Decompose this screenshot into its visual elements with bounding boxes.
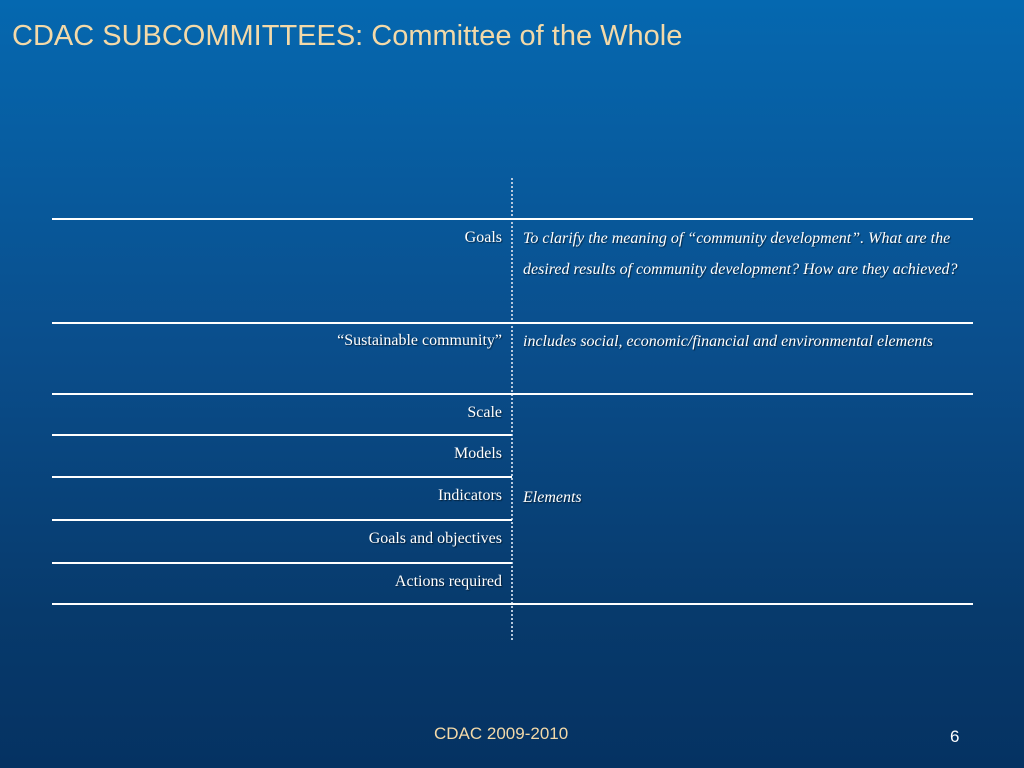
- row-label-indicators: Indicators: [438, 487, 502, 504]
- row-label-goals: Goals: [464, 229, 502, 246]
- row-label-sustainable-community: “Sustainable community”: [337, 332, 502, 349]
- merged-description-elements: Elements: [523, 489, 582, 506]
- row-rule: [52, 562, 512, 564]
- page-number: 6: [950, 727, 960, 746]
- row-label-models: Models: [454, 445, 502, 462]
- row-rule: [52, 476, 512, 478]
- row-label-scale: Scale: [467, 404, 502, 421]
- row-description-sustainable-community: includes social, economic/financial and environmental elements: [523, 333, 933, 350]
- row-description-goals: To clarify the meaning of “community development”. What are the desired results of community development? How are they achieved?: [523, 230, 958, 278]
- table-bottom-rule: [52, 603, 973, 605]
- row-rule: [52, 434, 512, 436]
- row-label-actions-required: Actions required: [394, 573, 502, 590]
- table-top-rule: [52, 218, 973, 220]
- row-rule: [52, 322, 973, 324]
- slide-title: CDAC SUBCOMMITTEES: Committee of the Whole: [12, 20, 683, 52]
- row-label-goals-and-objectives: Goals and objectives: [368, 530, 502, 547]
- row-rule: [52, 519, 512, 521]
- row-rule: [52, 393, 973, 395]
- column-divider: [511, 178, 513, 640]
- slide-footer: CDAC 2009-2010: [434, 724, 569, 743]
